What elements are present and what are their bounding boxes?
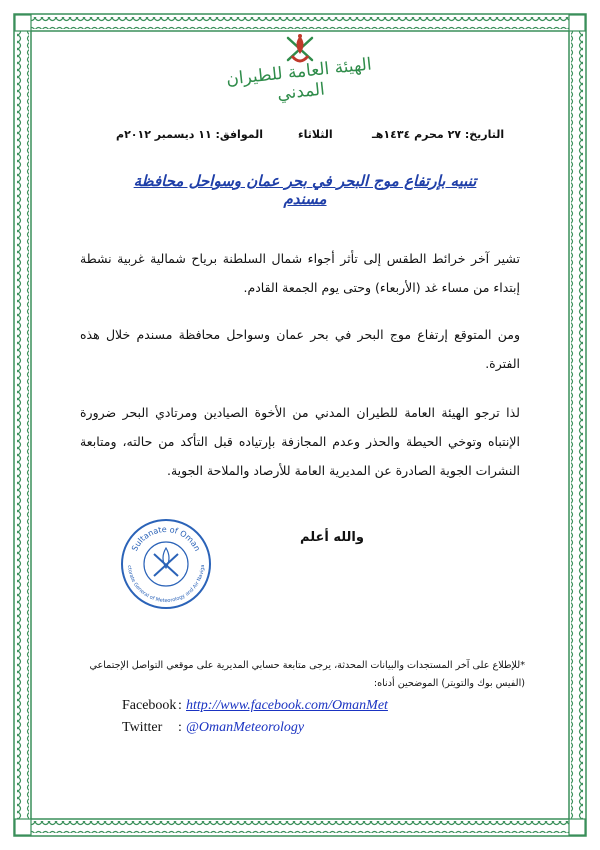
twitter-separator: : [178,720,182,735]
twitter-handle-link[interactable]: @OmanMeteorology [186,720,305,735]
organization-name: الهيئة العامة للطيران المدني [225,54,373,105]
hijri-date: التاريخ: ٢٧ محرم ١٤٣٤هـ [372,128,505,141]
page-title: تنبيه بإرتفاع موج البحر في بحر عمان وسواحل محافظة مسندم [133,172,477,208]
paragraph-waves: ومن المتوقع إرتفاع موج البحر في بحر عمان وسواحل محافظة مسندم خلال هذه الفترة. [80,327,520,371]
facebook-label: Facebook [122,698,177,713]
facebook-separator: : [178,698,182,713]
seal-stamp-icon [120,518,212,610]
closing-phrase: والله أعلم [300,530,364,545]
twitter-row [122,720,304,736]
twitter-label: Twitter [122,720,163,735]
day-of-week: الثلاثاء [298,128,333,141]
paragraph-forecast: تشير آخر خرائط الطقس إلى تأثر أجواء شمال السلطنة برياح شمالية غربية نشطة إبتداء من مساء غد (الأربعاء) وحتى يوم الجمعة القادم. [80,251,520,295]
stamp-bottom-text: ctorate General of Meteorology and Air Naviga [126,564,207,604]
gregorian-date: الموافق: ١١ ديسمبر ٢٠١٢م [116,128,263,141]
paragraph-warning: لذا ترجو الهيئة العامة للطيران المدني من الأخوة الصيادين ومرتادي البحر ضرورة الإنتباه وتوخي الحيطة والحذر وعدم المجازفة بإرتياده قبل التأكد من حالته، ومتابعة النشرات الجوية الصادرة عن المديرية العامة للأرصاد والملاحة الجوية. [80,405,520,478]
stamp-top-text: Sultanate of Oman [130,524,202,553]
facebook-row [122,698,388,714]
facebook-link[interactable]: http://www.facebook.com/OmanMet [186,698,388,713]
social-media-notice: *للإطلاع على آخر المستجدات والبيانات المحدثة، يرجى متابعة حسابي المديرية على موقعي التواصل الإجتماعي (الفيس بوك والتويتر) الموضحين أدناه: [89,660,525,689]
